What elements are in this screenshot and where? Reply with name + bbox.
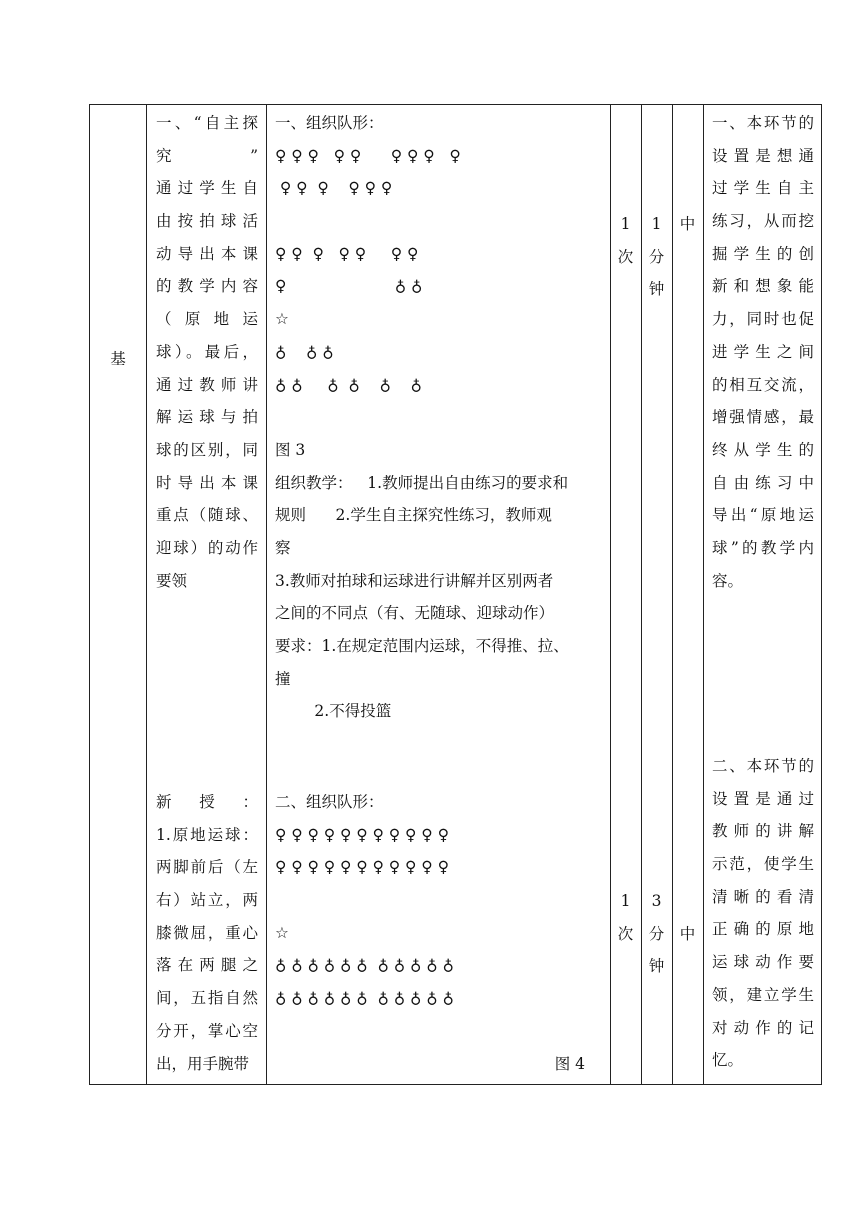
formation-diagram-2 [275, 819, 605, 1015]
text-line: 增强情感，最 [712, 408, 814, 427]
count-cell-2 [610, 885, 641, 950]
text-line [275, 205, 605, 238]
content-section-1 [156, 107, 258, 597]
time-unit-1: 分 [648, 247, 665, 266]
stage-label: 基 [110, 350, 126, 368]
time-unit-1: 分 [648, 924, 665, 943]
section1-title: 一、组织队形： [275, 114, 384, 132]
section1-instructions [275, 467, 605, 729]
text-line: 要求：1.在规定范围内运球，不得推、拉、 [275, 637, 569, 655]
text-line: （ 原 地 运 [156, 310, 258, 329]
text-line: 练习，从而挖 [712, 212, 814, 231]
text-line: 球”的教学内 [712, 538, 814, 557]
text-line: 解运球与拍 [156, 408, 258, 427]
text-line: ♁ ♁ ♁ [275, 342, 334, 361]
text-line: 通过教师讲 [156, 375, 258, 394]
text-line: 二、本环节的 [712, 757, 814, 775]
content-section-2 [156, 786, 258, 1080]
column-divider [703, 105, 704, 1084]
intensity-value: 中 [679, 215, 696, 233]
text-line: 时导出本课 [156, 473, 258, 492]
count-unit: 次 [617, 924, 634, 943]
formation-diagram-1 [275, 140, 605, 402]
count-value: 1 [620, 892, 631, 910]
intensity-cell-1 [672, 208, 703, 241]
column-divider [146, 105, 147, 1084]
text-line: 球的区别，同 [156, 440, 258, 459]
organization-section-1 [275, 107, 605, 728]
text-line: 动导出本课 [156, 244, 258, 263]
text-line: 的教学内容 [156, 277, 258, 296]
text-line: 新和想象能 [712, 277, 814, 296]
organization-section-2 [275, 786, 605, 1080]
text-line [275, 884, 605, 917]
text-line: 规则 2.学生自主探究性练习，教师观 [275, 506, 552, 525]
time-cell-1 [641, 208, 672, 306]
count-cell-1 [610, 208, 641, 273]
text-line: ☆ [275, 923, 289, 942]
text-line: 领，建立学生 [712, 985, 814, 1004]
text-line: 设置是通过 [712, 789, 814, 808]
text-line: 右）站立，两 [156, 891, 258, 910]
text-line: 迎球）的动作 [156, 538, 258, 557]
lesson-plan-table [89, 104, 822, 1085]
text-line: 容。 [712, 571, 744, 590]
count-unit: 次 [617, 247, 634, 266]
text-line: 过学生自主 [712, 179, 814, 198]
text-line: 对动作的记 [712, 1018, 814, 1037]
text-line: 3.教师对拍球和运球进行讲解并区别两者 [275, 571, 554, 590]
text-line: 1.原地运球： [156, 825, 258, 844]
column-divider [266, 105, 267, 1084]
text-line: 进学生之间 [712, 342, 814, 361]
text-line: 要领 [156, 571, 188, 590]
text-line: 新授： [156, 793, 258, 811]
text-line: 忆。 [712, 1051, 744, 1070]
intensity-value: 中 [679, 925, 696, 943]
text-line: 由按拍球活 [156, 212, 258, 231]
text-line: 落在两腿之 [156, 956, 258, 975]
text-line: 清晰的看清 [712, 887, 814, 906]
design-intent-section-2 [712, 750, 814, 1077]
text-line: 撞 [275, 669, 291, 688]
text-line: 设置是想通 [712, 146, 814, 165]
intensity-cell-2 [672, 918, 703, 951]
text-line: ♀ ♀ ♀ ♀ ♀ ♀ [275, 179, 393, 198]
text-line: 正确的原地 [712, 920, 814, 939]
text-line: ♀ ♀ ♀ ♀ ♀ ♀ ♀ ♀ ♀ ♀ ♀ [275, 825, 449, 844]
text-line: 球）。最后， [156, 342, 258, 361]
text-line: 自由练习中 [712, 473, 814, 492]
text-line: 示范，使学生 [712, 855, 814, 874]
design-intent-section-1 [712, 107, 814, 597]
time-value: 1 [651, 215, 662, 233]
text-line: 通过学生自 [156, 179, 258, 198]
text-line: ☆ [275, 310, 289, 329]
text-line: ♀ ♀ ♀ ♀ ♀ ♀ ♀ [275, 244, 419, 263]
text-line: 分开，掌心空 [156, 1021, 258, 1040]
time-unit-2: 钟 [648, 280, 665, 299]
stage-label-cell [90, 343, 146, 376]
section2-title: 二、组织队形： [275, 793, 384, 811]
text-line: 一、本环节的 [712, 114, 814, 132]
time-unit-2: 钟 [648, 957, 665, 976]
count-value: 1 [620, 215, 631, 233]
figure-3-label: 图 3 [275, 440, 306, 459]
text-line: ♁ ♁ ♁ ♁ ♁ ♁ [275, 375, 422, 394]
text-line: ♁ ♁ ♁ ♁ ♁ ♁ ♁ ♁ ♁ ♁ ♁ [275, 956, 454, 975]
text-line: 组织教学： 1.教师提出自由练习的要求和 [275, 473, 569, 492]
text-line: 两脚前后（左 [156, 858, 258, 877]
text-line: 导出“原地运 [712, 506, 814, 525]
text-line: 究” [156, 146, 258, 165]
text-line: ♀ ♁ ♁ [275, 277, 423, 296]
text-line: 出，用手腕带 [156, 1054, 250, 1073]
text-line: 终从学生的 [712, 440, 814, 459]
text-line: 膝微屈，重心 [156, 923, 258, 942]
text-line: 间，五指自然 [156, 989, 258, 1008]
text-line: ♀ ♀ ♀ ♀ ♀ ♀ ♀ ♀ ♀ ♀ ♀ [275, 858, 449, 877]
text-line: ♁ ♁ ♁ ♁ ♁ ♁ ♁ ♁ ♁ ♁ ♁ [275, 989, 454, 1008]
text-line: 重点（随球、 [156, 506, 258, 525]
text-line: 力，同时也促 [712, 310, 814, 329]
text-line: 掘学生的创 [712, 244, 814, 263]
time-cell-2 [641, 885, 672, 983]
time-value: 3 [651, 892, 662, 910]
text-line: 的相互交流， [712, 375, 814, 394]
text-line: 教师的讲解 [712, 822, 814, 841]
text-line: 察 [275, 538, 291, 557]
text-line: 2.不得投篮 [275, 702, 392, 721]
figure-4-label: 图 4 [554, 1054, 585, 1073]
text-line: 运球动作要 [712, 953, 814, 972]
text-line: ♀ ♀ ♀ ♀ ♀ ♀ ♀ ♀ ♀ [275, 146, 461, 165]
text-line: 之间的不同点（有、无随球、迎球动作） [275, 604, 555, 623]
text-line: 一、“自主探 [156, 114, 258, 132]
